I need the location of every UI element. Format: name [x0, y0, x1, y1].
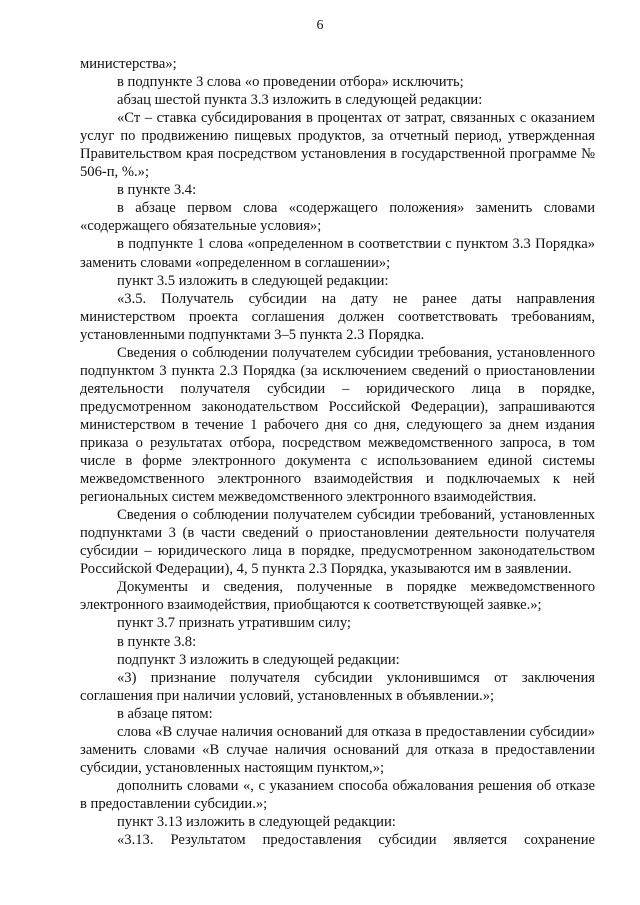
document-body — [80, 55, 595, 849]
paragraph: абзац шестой пункта 3.3 изложить в следующей редакции: — [117, 92, 483, 109]
paragraph: пункт 3.13 изложить в следующей редакции: — [117, 813, 396, 830]
paragraph: министерства»; — [80, 56, 177, 72]
paragraph: пункт 3.5 изложить в следующей редакции: — [117, 272, 389, 289]
paragraph: в пункте 3.8: — [117, 633, 197, 650]
paragraph: подпункт 3 изложить в следующей редакции: — [117, 651, 400, 668]
paragraph: в абзаце первом слова «содержащего положения» заменить словами «содержащего обязательные условия»; — [80, 200, 595, 235]
paragraph: в абзаце пятом: — [117, 705, 213, 722]
paragraph: «3.5. Получатель субсидии на дату не ранее даты направления министерством проекта соглашения должен соответствовать требованиям, установленными подпунктами 3–5 пункта 2.3 Порядка. — [80, 290, 595, 343]
paragraph: Сведения о соблюдении получателем субсидии требования, установленного подпунктом 3 пункта 2.3 Порядка (за исключением сведений о приостановлении деятельности получателя субсидии – юридического лица в порядке, предусмотренном законодательством Российской Федерации), запрашиваются министерством в течение 1 рабочего дня со дня, следующего за днем издания приказа о результатах отбора, посредством межведомственного запроса, в том числе в форме электронного документа с использованием единой системы межведомственного электронного взаимодействия и подключаемых к ней региональных систем межведомственного электронного взаимодействия. — [80, 344, 595, 506]
paragraph: «3) признание получателя субсидии уклонившимся от заключения соглашения при наличии условий, установленных в объявлении.»; — [80, 669, 595, 704]
paragraph: слова «В случае наличия оснований для отказа в предоставлении субсидии» заменить словами «В случае наличия оснований для отказа в предоставлении субсидии, установленных настоящим пунктом,»; — [80, 723, 595, 776]
page-number: 6 — [316, 18, 324, 33]
paragraph: в подпункте 3 слова «о проведении отбора» исключить; — [117, 74, 464, 91]
paragraph: «3.13. Результатом предоставления субсидии является сохранение — [117, 832, 595, 849]
paragraph: Документы и сведения, полученные в порядке межведомственного электронного взаимодействия, приобщаются к соответствующей заявке.»; — [80, 579, 595, 614]
paragraph: дополнить словами «, с указанием способа обжалования решения об отказе в предоставлении субсидии.»; — [80, 777, 595, 812]
paragraph: в подпункте 1 слова «определенном в соответствии с пунктом 3.3 Порядка» заменить словами «определенном в соглашении»; — [80, 236, 595, 271]
paragraph: пункт 3.7 признать утратившим силу; — [117, 615, 351, 632]
paragraph: Сведения о соблюдении получателем субсидии требований, установленных подпунктами 3 (в части сведений о приостановлении деятельности получателя субсидии – юридического лица в порядке, предусмотренном законодательством Российской Федерации), 4, 5 пункта 2.3 Порядка, указываются им в заявлении. — [80, 507, 595, 578]
paragraph: в пункте 3.4: — [117, 182, 197, 199]
paragraph: «Ст – ставка субсидирования в процентах от затрат, связанных с оказанием услуг по продвижению пищевых продуктов, за отчетный период, утвержденная Правительством края посредством установления в государственной программе № 506-п, %.»; — [80, 110, 595, 181]
